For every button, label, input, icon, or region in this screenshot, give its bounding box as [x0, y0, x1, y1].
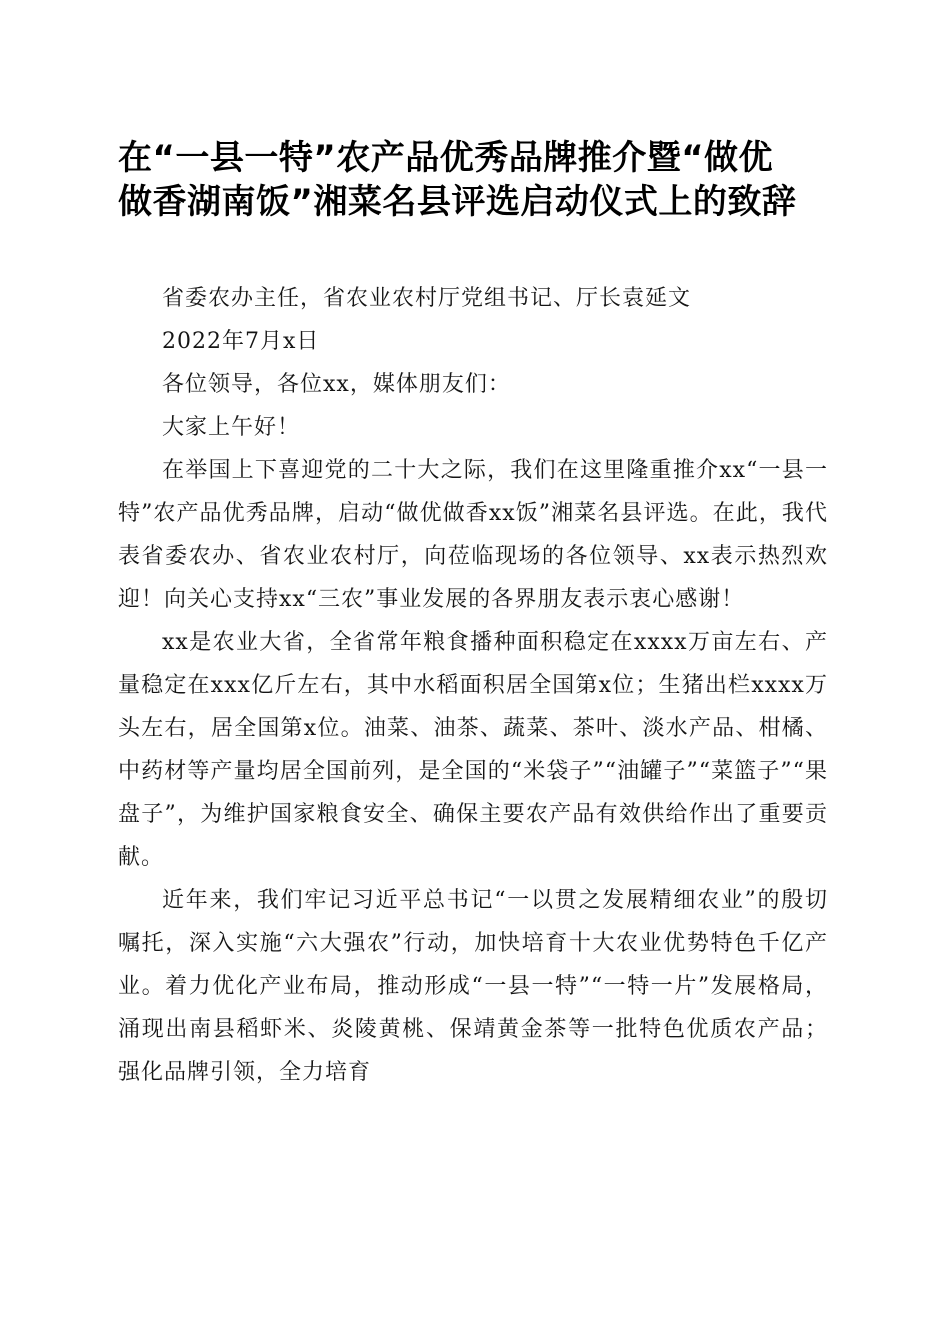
- salutation: 各位领导，各位xx，媒体朋友们：: [162, 372, 511, 397]
- title-line-2: 做香湖南饭”湘菜名县评选启动仪式上的致辞: [118, 182, 797, 222]
- paragraph-3: 近年来，我们牢记习近平总书记“一以贯之发展精细农业”的殷切嘱托，深入实施“六大强农”行动，加快培育十大农业优势特色千亿产业。着力优化产业布局，推动形成“一县一特”“一特一片”发展格局，涌现出南县稻虾米、炎陵黄桃、保靖黄金茶等一批特色优质农产品；强化品牌引领，全力培育: [118, 888, 828, 1085]
- greeting: 大家上午好！: [162, 415, 301, 440]
- title-line-1: 在“一县一特”农产品优秀品牌推介暨“做优: [118, 138, 774, 178]
- paragraph-2: xx是农业大省，全省常年粮食播种面积稳定在xxxx万亩左右、产量稳定在xxx亿斤左右，其中水稻面积居全国第x位；生猪出栏xxxx万头左右，居全国第x位。油菜、油茶、蔬菜、茶叶、淡水产品、柑橘、中药材等产量均居全国前列，是全国的“米袋子”“油罐子”“菜篮子”“果盘子”，为维护国家粮食安全、确保主要农产品有效供给作出了重要贡献。: [118, 630, 828, 870]
- document-body: [118, 277, 828, 1094]
- document-title: [118, 136, 838, 224]
- date-line: 2022年7月x日: [162, 329, 320, 354]
- author-line: 省委农办主任，省农业农村厅党组书记、厅长袁延文: [162, 286, 692, 311]
- paragraph-1: 在举国上下喜迎党的二十大之际，我们在这里隆重推介xx“一县一特”农产品优秀品牌，启动“做优做香xx饭”湘菜名县评选。在此，我代表省委农办、省农业农村厅，向莅临现场的各位领导、xx表示热烈欢迎！向关心支持xx“三农”事业发展的各界朋友表示衷心感谢！: [118, 458, 828, 612]
